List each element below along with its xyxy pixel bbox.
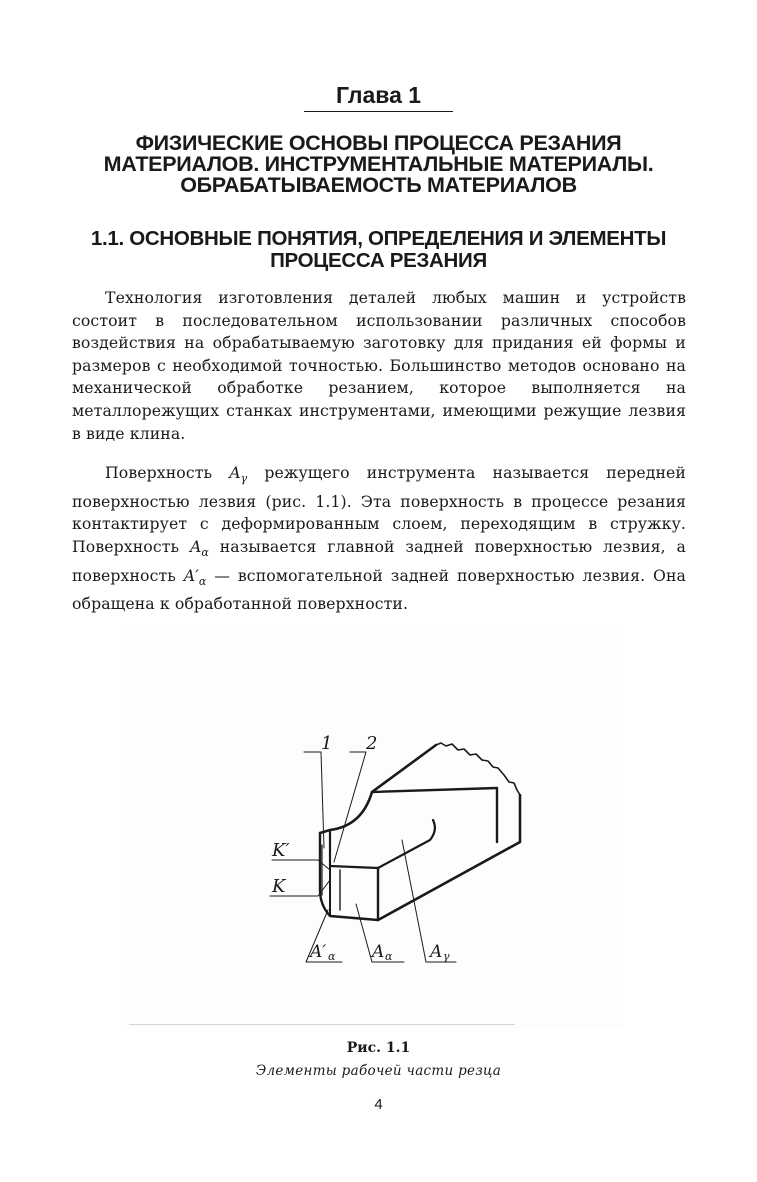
label-k-prime: K′ (272, 840, 290, 861)
tool-break-line (436, 743, 520, 795)
leader-2 (334, 752, 366, 862)
rake-face-edge (330, 830, 378, 868)
symbol-a-alpha: $A_\alpha$ (189, 536, 209, 560)
symbol-a-alpha-prime: $A'_\alpha$ (183, 565, 207, 588)
chapter-title-line: ОБРАБАТЫВАЕМОСТЬ МАТЕРИАЛОВ (180, 173, 577, 197)
label-a-alpha-prime: A′ (310, 942, 327, 962)
leader-a-alpha (356, 904, 372, 962)
page-number: 4 (374, 1096, 383, 1113)
symbol-a-gamma: $A_\gamma$ (229, 463, 248, 486)
flank-bottom-edge (330, 916, 378, 920)
chapter-label: Глава 1 (335, 82, 422, 108)
section-title-line: ПРОЦЕССА РЕЗАНИЯ (270, 249, 487, 272)
leader-a-gamma (402, 840, 426, 962)
section-title-line: 1.1. ОСНОВНЫЕ ПОНЯТИЯ, ОПРЕДЕЛЕНИЯ И ЭЛЕМЕНТЫ (90, 227, 667, 250)
body-paragraph-2: Поверхность $A_\gamma$ режущего инструмента называется передней поверхностью лезвия (рис. 1.1). Эта поверхность в процессе резания контактирует с деформированным слоем, переходящим в стружку. Поверхность $A_\alpha$ называется главной задней поверхностью лезвия, а поверхность $A'_\alpha$ — вспомогательной задней поверхностью лезвия. Она обращена к обработанной поверхности. (72, 463, 686, 614)
label-a-alpha: A (372, 942, 385, 962)
label-2: 2 (366, 733, 378, 754)
body-paragraph-1: Технология изготовления деталей любых машин и устройств состоит в последовательном использовании различных способов воздействия на обрабатываемую заготовку для придания ей формы и размеров с необходимой точностью. Большинство методов основано на механической обработке резанием, которое выполняется на металлорежущих станках инструментами, имеющими режущие лезвия в виде клина. (72, 288, 686, 443)
figure-caption-text: Элементы рабочей части резца (255, 1063, 502, 1079)
figure-caption-number: Рис. 1.1 (346, 1040, 411, 1056)
svg-text:α: α (328, 950, 336, 963)
svg-text:α: α (385, 950, 393, 963)
label-a-gamma: A (430, 942, 443, 962)
tool-top-edge (320, 745, 436, 833)
leader-k-prime (272, 860, 330, 870)
svg-text:γ: γ (443, 950, 450, 963)
chapter-title-line: ФИЗИЧЕСКИЕ ОСНОВЫ ПРОЦЕССА РЕЗАНИЯ (135, 131, 622, 155)
label-k: K (272, 876, 286, 897)
chapter-title-line: МАТЕРИАЛОВ. ИНСТРУМЕНТАЛЬНЫЕ МАТЕРИАЛЫ. (103, 152, 654, 176)
label-1: 1 (321, 733, 333, 754)
